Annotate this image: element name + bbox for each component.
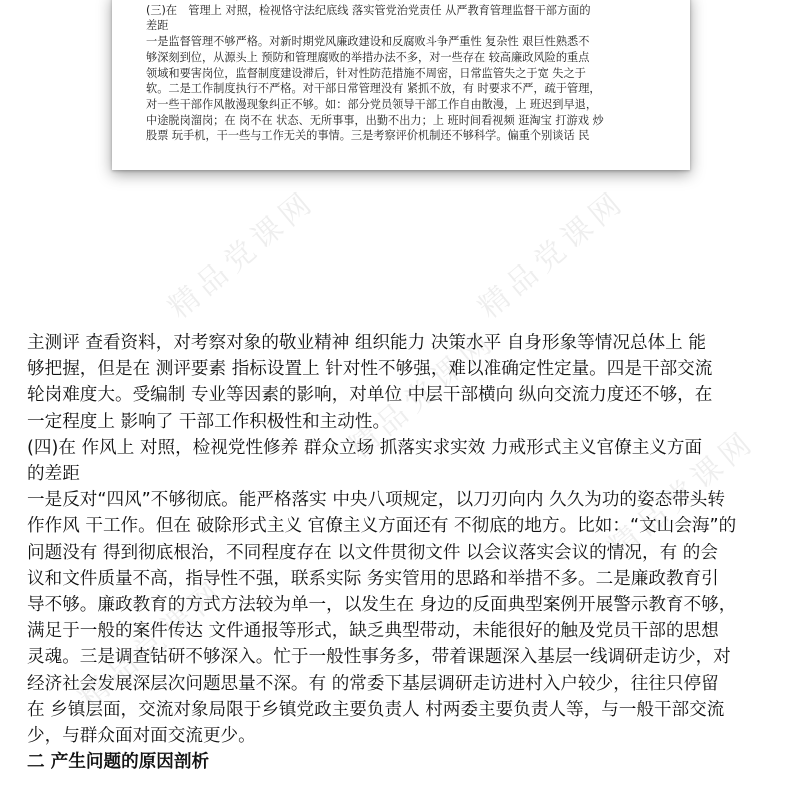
text-line: 领域和要害岗位，监督制度建设滞后，针对性防范措施不周密，日常监管失之于宽 失之于 [146,66,586,80]
section-heading: 的差距 [27,464,80,485]
text-line: 股票 玩手机，干一些与工作无关的事情。三是考察评价机制还不够科学。偏重个别谈话 民 [146,129,590,143]
page-snapshot-text [146,0,666,144]
text-line: 一是反对“四风”不够彻底。能严格落实 中央八项规定，以刀刃向内 久久为功的姿态带头转 [27,490,725,511]
text-line: 作作风 干工作。但在 破除形式主义 官僚主义方面还有 不彻底的地方。比如：“文山会海”的 [27,516,737,537]
text-line: 灵魂。三是调查钻研不够深入。忙于一般性事务多，带着课题深入基层一线调研走访少，对 [27,647,731,668]
text-line: 差距 [146,19,169,33]
text-line: 少，与群众面对面交流更少。 [27,726,256,747]
text-line: 一是监督管理不够严格。对新时期党风廉政建设和反腐败斗争严重性 复杂性 艰巨性熟悉不 [146,35,590,49]
text-line: 够把握，但是在 测评要素 指标设置上 针对性不够强，难以准确定性定量。四是干部交流 [27,359,713,380]
section-heading: (四)在 作风上 对照，检视党性修养 群众立场 抓落实求实效 力戒形式主义官僚主义方面 [27,437,703,458]
text-line: 议和文件质量不高，指导性不强，联系实际 务实管用的思路和举措不多。二是廉政教育引 [27,568,719,589]
text-line: 对一些干部作风散漫现象纠正不够。如：部分党员领导干部工作自由散漫，上 班迟到早退， [146,97,598,111]
text-line: 经济社会发展深层次问题思量不深。有 的常委下基层调研走访进村入户较少，往往只停留 [27,673,719,694]
text-line: 轮岗难度大。受编制 专业等因素的影响，对单位 中层干部横向 纵向交流力度还不够，在 [27,385,713,406]
chapter-heading: 二 产生问题的原因剖析 [27,752,210,773]
text-line: 一定程度上 影响了 干部工作积极性和主动性。 [27,411,391,432]
text-line: 够深刻到位，从源头上 预防和管理腐败的举措办法不多，对一些存在 较高廉政风险的重点 [146,50,590,64]
text-line: (三)在 管理上 对照，检视恪守法纪底线 落实管党治党责任 从严教育管理监督干部方面的 [146,3,591,17]
text-line: 满足于一般的案件传达 文件通报等形式，缺乏典型带动，未能很好的触及党员干部的思想 [27,621,719,642]
watermark: 精品党课网 [72,573,233,716]
watermark: 精品党课网 [342,323,503,466]
text-line: 主测评 查看资料，对考察对象的敬业精神 组织能力 决策水平 自身形象等情况总体上 能 [27,333,706,353]
text-line: 软。二是工作制度执行不严格。对干部日常管理没有 紧抓不放，有 时要求不严，疏于管理， [146,82,601,96]
watermark: 精品党课网 [162,183,323,326]
text-line: 在 乡镇层面，交流对象局限于乡镇党政主要负责人 村两委主要负责人等，与一般干部交流 [27,699,725,720]
text-line: 问题没有 得到彻底根治，不同程度存在 以文件贯彻文件 以会议落实会议的情况，有 的会 [27,542,718,563]
page-snapshot [112,0,690,170]
watermark: 精品党课网 [472,183,633,326]
text-line: 导不够。廉政教育的方式方法较为单一，以发生在 身边的反面典型案例开展警示教育不够， [27,595,737,616]
text-line: 中途脱岗溜岗；在 岗不在 状态、无所事事，出勤不出力；上 班时间看视频 逛淘宝 打游戏 炒 [146,113,604,127]
watermark: 精品党课网 [602,423,763,566]
document-body [27,330,779,775]
